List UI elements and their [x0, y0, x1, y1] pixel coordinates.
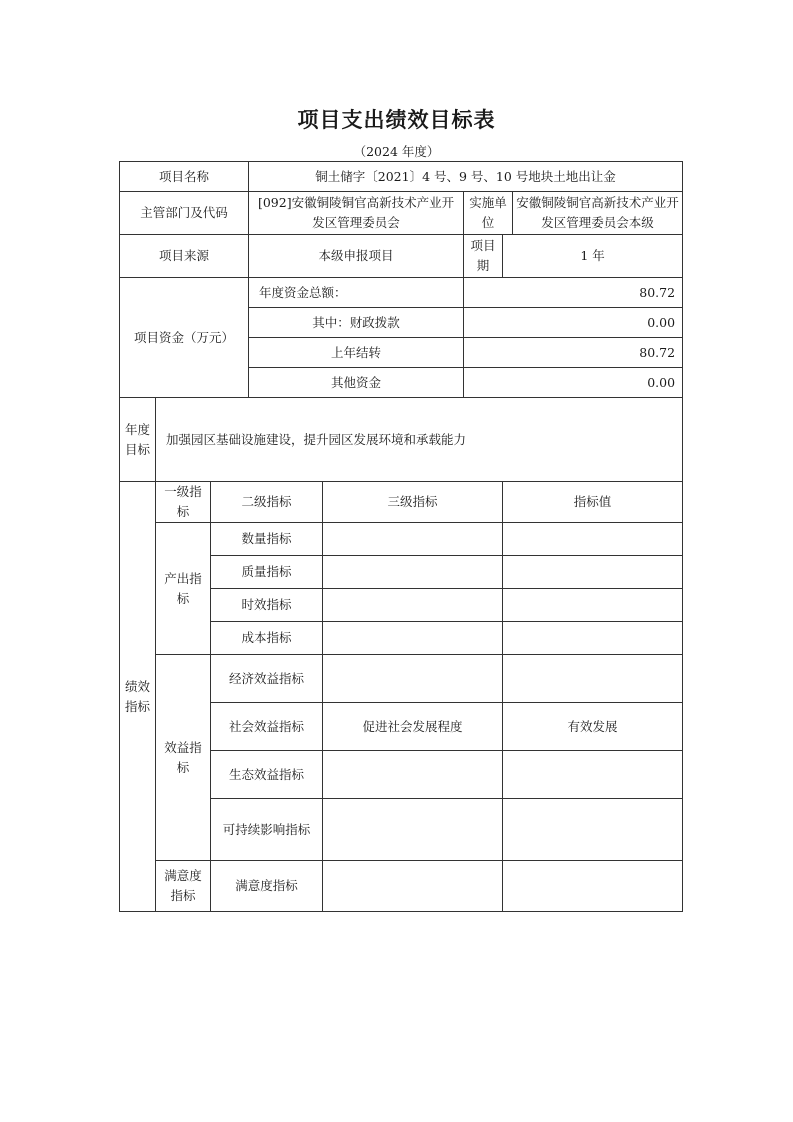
funds-item-value: 80.72 [464, 278, 683, 308]
funds-item-label: 其他资金 [249, 368, 464, 398]
source-label: 项目来源 [120, 235, 249, 278]
funds-item-value: 0.00 [464, 308, 683, 338]
table-row [120, 162, 683, 192]
funds-item-label: 其中：财政拨款 [249, 308, 464, 338]
benefit-item: 生态效益指标 [211, 751, 323, 799]
table-row [120, 192, 683, 235]
dept-label: 主管部门及代码 [120, 192, 249, 235]
source-value: 本级申报项目 [249, 235, 464, 278]
project-name-label: 项目名称 [120, 162, 249, 192]
table-row [120, 235, 683, 278]
dept-value: [092]安徽铜陵铜官高新技术产业开发区管理委员会 [249, 192, 464, 235]
table-row [120, 278, 683, 308]
funds-item-value: 0.00 [464, 368, 683, 398]
funds-item-label: 年度资金总额： [249, 278, 464, 308]
funds-item-value: 80.72 [464, 338, 683, 368]
header-level2: 二级指标 [211, 482, 323, 523]
table-row [120, 861, 683, 912]
annual-goal-label: 年度目标 [120, 398, 156, 482]
indicator-value: 有效发展 [503, 703, 683, 751]
project-name-value: 铜土储字〔2021〕4 号、9 号、10 号地块土地出让金 [249, 162, 683, 192]
period-value: 1 年 [503, 235, 683, 278]
impl-unit-value: 安徽铜陵铜官高新技术产业开发区管理委员会本级 [513, 192, 683, 235]
table-row [120, 655, 683, 703]
performance-goal-table [119, 161, 683, 912]
benefit-item: 经济效益指标 [211, 655, 323, 703]
benefit-item: 可持续影响指标 [211, 799, 323, 861]
funds-label: 项目资金（万元） [120, 278, 249, 398]
page-title: 项目支出绩效目标表 [297, 108, 496, 132]
table-row [120, 523, 683, 556]
period-label: 项目期 [464, 235, 503, 278]
year-subtitle: （2024 年度） [353, 144, 440, 159]
table-row [120, 482, 683, 523]
benefit-indicator-label: 效益指标 [156, 655, 211, 861]
benefit-item: 社会效益指标 [211, 703, 323, 751]
performance-label: 绩效指标 [120, 482, 156, 912]
satisfaction-indicator-label: 满意度指标 [156, 861, 211, 912]
table-row [120, 398, 683, 482]
output-item: 数量指标 [211, 523, 323, 556]
output-item: 时效指标 [211, 589, 323, 622]
output-indicator-label: 产出指标 [156, 523, 211, 655]
output-item: 质量指标 [211, 556, 323, 589]
level3-indicator: 促进社会发展程度 [323, 703, 503, 751]
header-value: 指标值 [503, 482, 683, 523]
header-level1: 一级指标 [156, 482, 211, 523]
funds-item-label: 上年结转 [249, 338, 464, 368]
satisfaction-item: 满意度指标 [211, 861, 323, 912]
output-item: 成本指标 [211, 622, 323, 655]
annual-goal-text: 加强园区基础设施建设，提升园区发展环境和承载能力 [156, 398, 683, 482]
header-level3: 三级指标 [323, 482, 503, 523]
impl-unit-label: 实施单位 [464, 192, 513, 235]
